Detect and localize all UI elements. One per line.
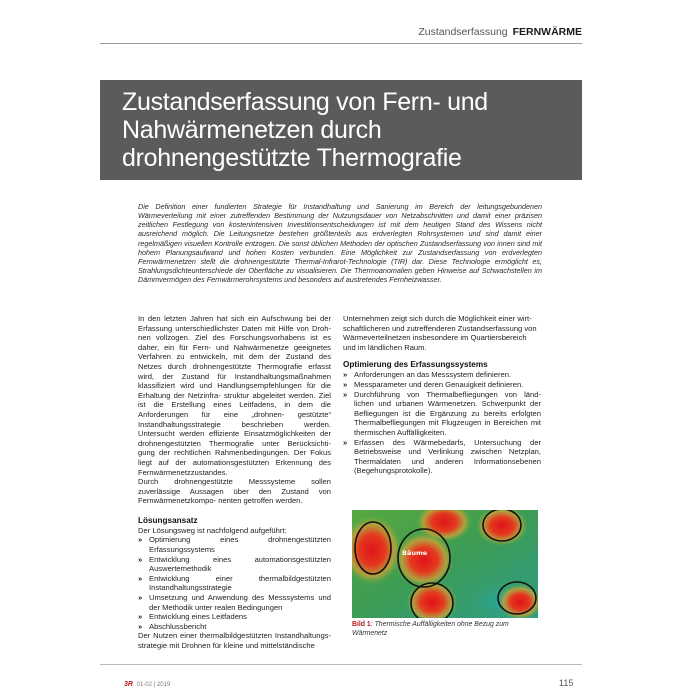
running-head-section: FERNWÄRME xyxy=(512,26,582,38)
text-line: für Instandhaltungsmaßnahmen klassifiziert wird und xyxy=(138,371,331,391)
list-item: » Erfassen des Wärmebedarfs, Untersuchung der Betriebsweise und Verlinkung zwischen Netzplan, Thermaldaten und anderen Informationsebenen (Begehungsprotokolle). xyxy=(343,438,541,476)
left-column xyxy=(138,314,331,651)
text-line: und im ländlichen Raum. xyxy=(343,342,427,352)
list-item: » Entwicklung einer thermalbildgestützten Instandhaltungsstrategie xyxy=(138,574,331,593)
solution-list xyxy=(138,535,331,631)
page-number: 115 xyxy=(559,678,574,688)
journal-logo: 3R xyxy=(124,681,133,688)
text-line: gestützte“ Instandhaltungsstrategie beschrieben werden. xyxy=(138,409,331,429)
text-line: Handlungsempfehlungen für die Erhaltung der Netzinfra- xyxy=(138,381,331,400)
abstract-line: ausreichend möglich. Die Leitungsnetze bestehen größtenteils aus erdverlegten Rohrsystemen und sind damit einer xyxy=(138,229,542,239)
solution-intro: Der Lösungsweg ist nachfolgend aufgeführt: xyxy=(138,525,287,535)
text-line: Leitfadens, in dem die Anforderungen für eine „drohnen- xyxy=(138,400,331,419)
title-line-1: Zustandserfassung von Fern- und xyxy=(122,88,488,116)
caption-text: : Thermische Auffälligkeiten ohne Bezug zum xyxy=(370,621,509,628)
continuation-paragraph xyxy=(343,314,541,352)
article-title xyxy=(122,88,562,172)
list-item: » Anforderungen an das Messsystem definieren. xyxy=(343,370,541,380)
abstract xyxy=(138,202,542,284)
text-line: gung der rechtlichen Rahmenbedingungen. Der Fokus xyxy=(138,448,331,458)
text-line: Wärmeverteilnetzen insbesondere im Quartiersbereich xyxy=(343,333,527,343)
text-line: Unternehmen zeigt sich durch die Möglichkeit einer wirt- xyxy=(343,314,532,323)
list-item: » Optimierung eines drohnengestützten Erfassungssystems xyxy=(138,535,331,554)
list-item: » Entwicklung eines automationsgestützten Auswertemethodik xyxy=(138,555,331,574)
thermal-image xyxy=(352,510,538,618)
abstract-line: Fernwärmenetzen stellt die drohnengestützte Thermal-Infrarot-Technologie (TIR) dar. Diese Technologie ermöglicht es, xyxy=(138,256,542,266)
list-item: » Abschlussbericht xyxy=(138,622,331,632)
right-column xyxy=(343,314,541,476)
text-line: drohnengestützte Thermografie erfasst wird, der Zustand xyxy=(138,361,331,381)
issue-number: 01-02 | 2019 xyxy=(136,682,171,688)
title-banner xyxy=(100,80,582,180)
trees-label: Bäume xyxy=(402,549,428,557)
figure-caption xyxy=(352,621,540,639)
intro-paragraph xyxy=(138,314,331,506)
text-line: ein für Fern- und Nahwärmenetze geeignetes Verfahren xyxy=(138,342,331,362)
header-divider xyxy=(100,43,582,44)
text-line: In den letzten Jahren hat sich ein Aufschwung bei der xyxy=(138,314,331,323)
title-line-3: drohnengestützte Thermografie xyxy=(122,144,462,172)
text-line: Der Nutzen einer thermalbildgestützten Instandhaltungs- xyxy=(138,631,331,641)
text-line: Aussagen über den Zustand von Fernwärmenetzkompo- xyxy=(138,486,331,506)
abstract-line: Wärmeverteilung mit einer zutreffenden Bestimmung der Nutzungsdauer von Netzabschnitten und damit einer präzisen xyxy=(138,211,542,221)
text-line: nen vollzogen. Ziel des Forschungsvorhabens ist es daher, xyxy=(138,333,331,352)
abstract-line: regelmäßigen visuellen Kontrolle entzogen. Die sonst üblichen Methoden der optischen Zustandserfassung von innen sind xyxy=(138,238,531,248)
optimization-list xyxy=(343,370,541,476)
abstract-line: im Dämmvermögen des Fernwärmerohrsystems und besonders auf austretendes Fernheizwasser. xyxy=(138,266,542,285)
text-line: Untersucht werden effiziente Einsatzmöglichkeiten der xyxy=(138,429,331,439)
caption-text-2: Wärmenetz xyxy=(352,629,388,637)
text-line: nenten getroffen werden. xyxy=(218,496,303,506)
abstract-line: mit hohem Planungsaufwand und hohen Kosten verbunden. Eine Möglichkeit zur Zustandserfassung von erdverlegten xyxy=(138,238,542,257)
footer-divider xyxy=(100,664,582,665)
text-line: strategie mit Drohnen für kleine und mittelständische xyxy=(138,641,315,650)
optimization-heading: Optimierung des Erfassungssystems xyxy=(343,360,488,370)
footer-issue xyxy=(124,681,170,688)
abstract-line: zeitlichen Festlegung von kostenintensiven Investitionsentscheidungen ist mit dem heutigen Stand des Wissens nicht xyxy=(138,220,542,230)
figure-label: Bild 1 xyxy=(352,621,371,628)
abstract-line: Strahlungsdichteunterschiede der Oberfläche zu visualisieren. Die Thermoanomalien geben Hinweise auf Schwachstellen xyxy=(138,266,532,276)
text-line: Erfassung unterschiedlichster Daten mit Hilfe von Droh- xyxy=(138,323,331,333)
closing-paragraph xyxy=(138,631,331,650)
text-line: Fernwärmenetzzustandes. xyxy=(138,467,228,477)
text-line: drohnengestützten Thermografie unter Berücksichti- xyxy=(138,438,331,448)
running-head-category: Zustandserfassung xyxy=(418,26,508,38)
abstract-line: Die Definition einer fundierten Strategie für Instandhaltung und Sanierung im Bereich der leitungsgebundenen xyxy=(138,202,542,211)
text-line: liegt auf der automationsgestützten Erkennung des xyxy=(138,457,331,467)
thermal-image-graphic xyxy=(352,510,538,618)
list-item: » Entwicklung eines Leitfadens xyxy=(138,612,331,622)
running-head xyxy=(418,26,582,38)
text-line: struktur abgeleitet werden. Ziel ist die Erstellung eines xyxy=(138,390,331,410)
text-line: schaftlicheren und zutreffenderen Zustandserfassung von xyxy=(343,323,537,333)
text-line: zu entwickeln, mit dem der Zustand des Netzes durch xyxy=(138,352,331,371)
list-item: » Umsetzung und Anwendung des Messsystems und der Methodik unter realen Bedingungen xyxy=(138,593,331,612)
text-line: Durch drohnengestützte Messsysteme sollen zuverlässige xyxy=(138,477,331,496)
list-item: » Durchführung von Thermalbefliegungen von länd- lichen und urbanen Wärmenetzen. Schwerpunkt der Befliegungen ist die Ergänzung zu bereits erfolgten Thermalbefliegungen mit Flugzeugen in Bereichen mit thermischen Auffälligkeiten. xyxy=(343,390,541,438)
title-line-2: Nahwärmenetzen durch xyxy=(122,116,382,144)
solution-heading: Lösungsansatz xyxy=(138,515,198,525)
list-item: » Messparameter und deren Genauigkeit definieren. xyxy=(343,380,541,390)
